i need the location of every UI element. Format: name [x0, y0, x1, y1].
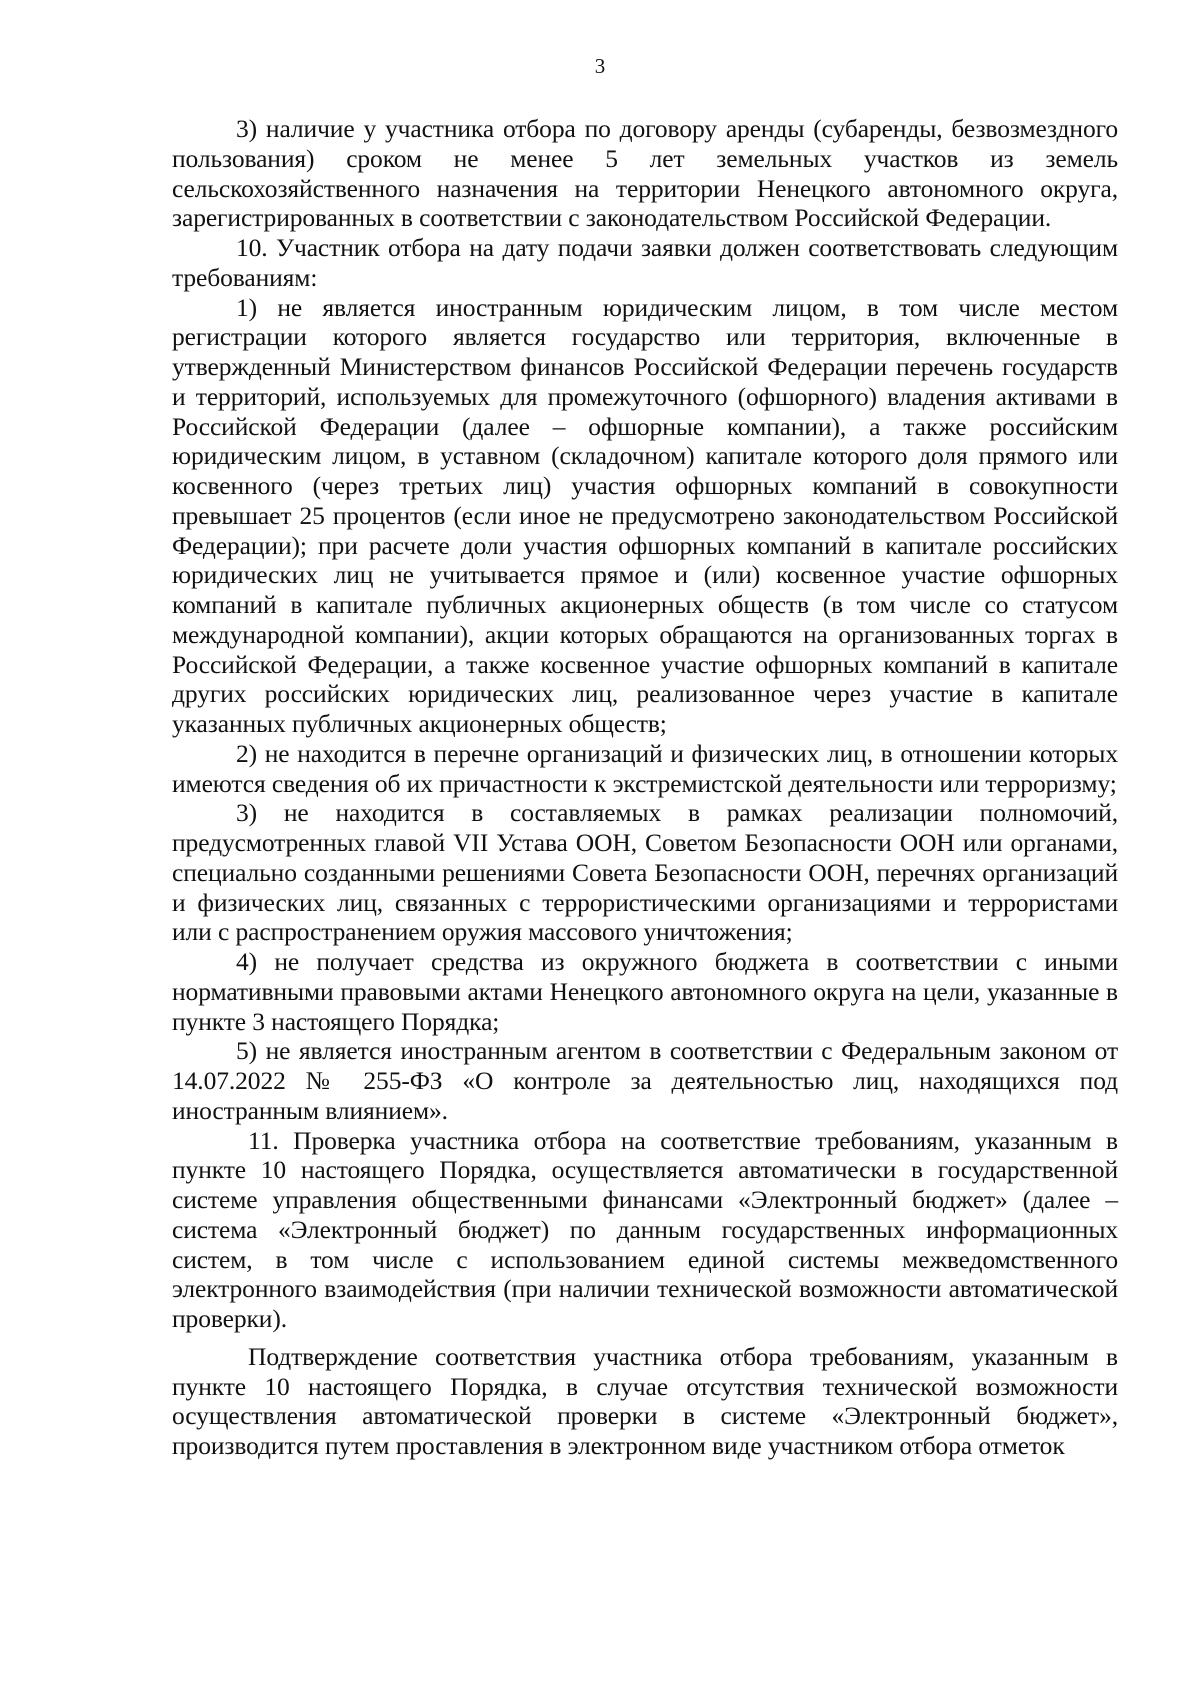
paragraph-item-2-extremism-list: 2) не находится в перечне организаций и физических лиц, в отношении которых имеются сведения об их причастности к экстремистской деятельности или терроризму; — [172, 738, 1118, 798]
paragraph-item-3-un-sanctions: 3) не находится в составляемых в рамках реализации полномочий, предусмотренных главой VII Устава ООН, Советом Безопасности ООН или органами, специально созданными решениями Совета Безопасности ООН, перечнях организаций и физических лиц, связанных с террористическими организациями и террористами или с распространением оружия массового уничтожения; — [172, 798, 1118, 947]
page-number: 3 — [594, 54, 606, 78]
paragraph-item-5-foreign-agent: 5) не является иностранным агентом в соответствии с Федеральным законом от 14.07.2022 № 255-ФЗ «О контроле за деятельностью лиц, находящихся под иностранным влиянием». — [172, 1036, 1118, 1125]
paragraph-item-3-land-lease: 3) наличие у участника отбора по договору аренды (субаренды, безвозмездного пользования) сроком не менее 5 лет земельных участков из земель сельскохозяйственного назначения на территории Ненецкого автономного округа, зарегистрированных в соответствии с законодательством Российской Федерации. — [172, 114, 1118, 233]
paragraph-item-4-budget-funds: 4) не получает средства из окружного бюджета в соответствии с иными нормативными правовыми актами Ненецкого автономного округа на цели, указанные в пункте 3 настоящего Порядка; — [172, 947, 1118, 1036]
paragraph-clause-10-requirements: 10. Участник отбора на дату подачи заявки должен соответствовать следующим требованиям: — [172, 233, 1118, 292]
paragraph-clause-11-verification: 11. Проверка участника отбора на соответствие требованиям, указанным в пункте 10 настоящего Порядка, осуществляется автоматически в государственной системе управления общественными финансами «Электронный бюджет» (далее – система «Электронный бюджет) по данным государственных информационных систем, в том числе с использованием единой системы межведомственного электронного взаимодействия (при наличии технической возможности автоматической проверки). — [172, 1125, 1118, 1333]
document-body — [172, 114, 1118, 1461]
paragraph-confirmation: Подтверждение соответствия участника отбора требованиям, указанным в пункте 10 настоящего Порядка, в случае отсутствия технической возможности осуществления автоматической проверки в системе «Электронный бюджет», производится путем проставления в электронном виде участником отбора отметок — [172, 1341, 1118, 1460]
paragraph-item-1-offshore: 1) не является иностранным юридическим лицом, в том числе местом регистрации которого является государство или территория, включенные в утвержденный Министерством финансов Российской Федерации перечень государств и территорий, используемых для промежуточного (офшорного) владения активами в Российской Федерации (далее – офшорные компании), а также российским юридическим лицом, в уставном (складочном) капитале которого доля прямого или косвенного (через третьих лиц) участия офшорных компаний в совокупности превышает 25 процентов (если иное не предусмотрено законодательством Российской Федерации); при расчете доли участия офшорных компаний в капитале российских юридических лиц не учитывается прямое и (или) косвенное участие офшорных компаний в капитале публичных акционерных обществ (в том числе со статусом международной компании), акции которых обращаются на организованных торгах в Российской Федерации, а также косвенное участие офшорных компаний в капитале других российских юридических лиц, реализованное через участие в капитале указанных публичных акционерных обществ; — [172, 292, 1118, 738]
